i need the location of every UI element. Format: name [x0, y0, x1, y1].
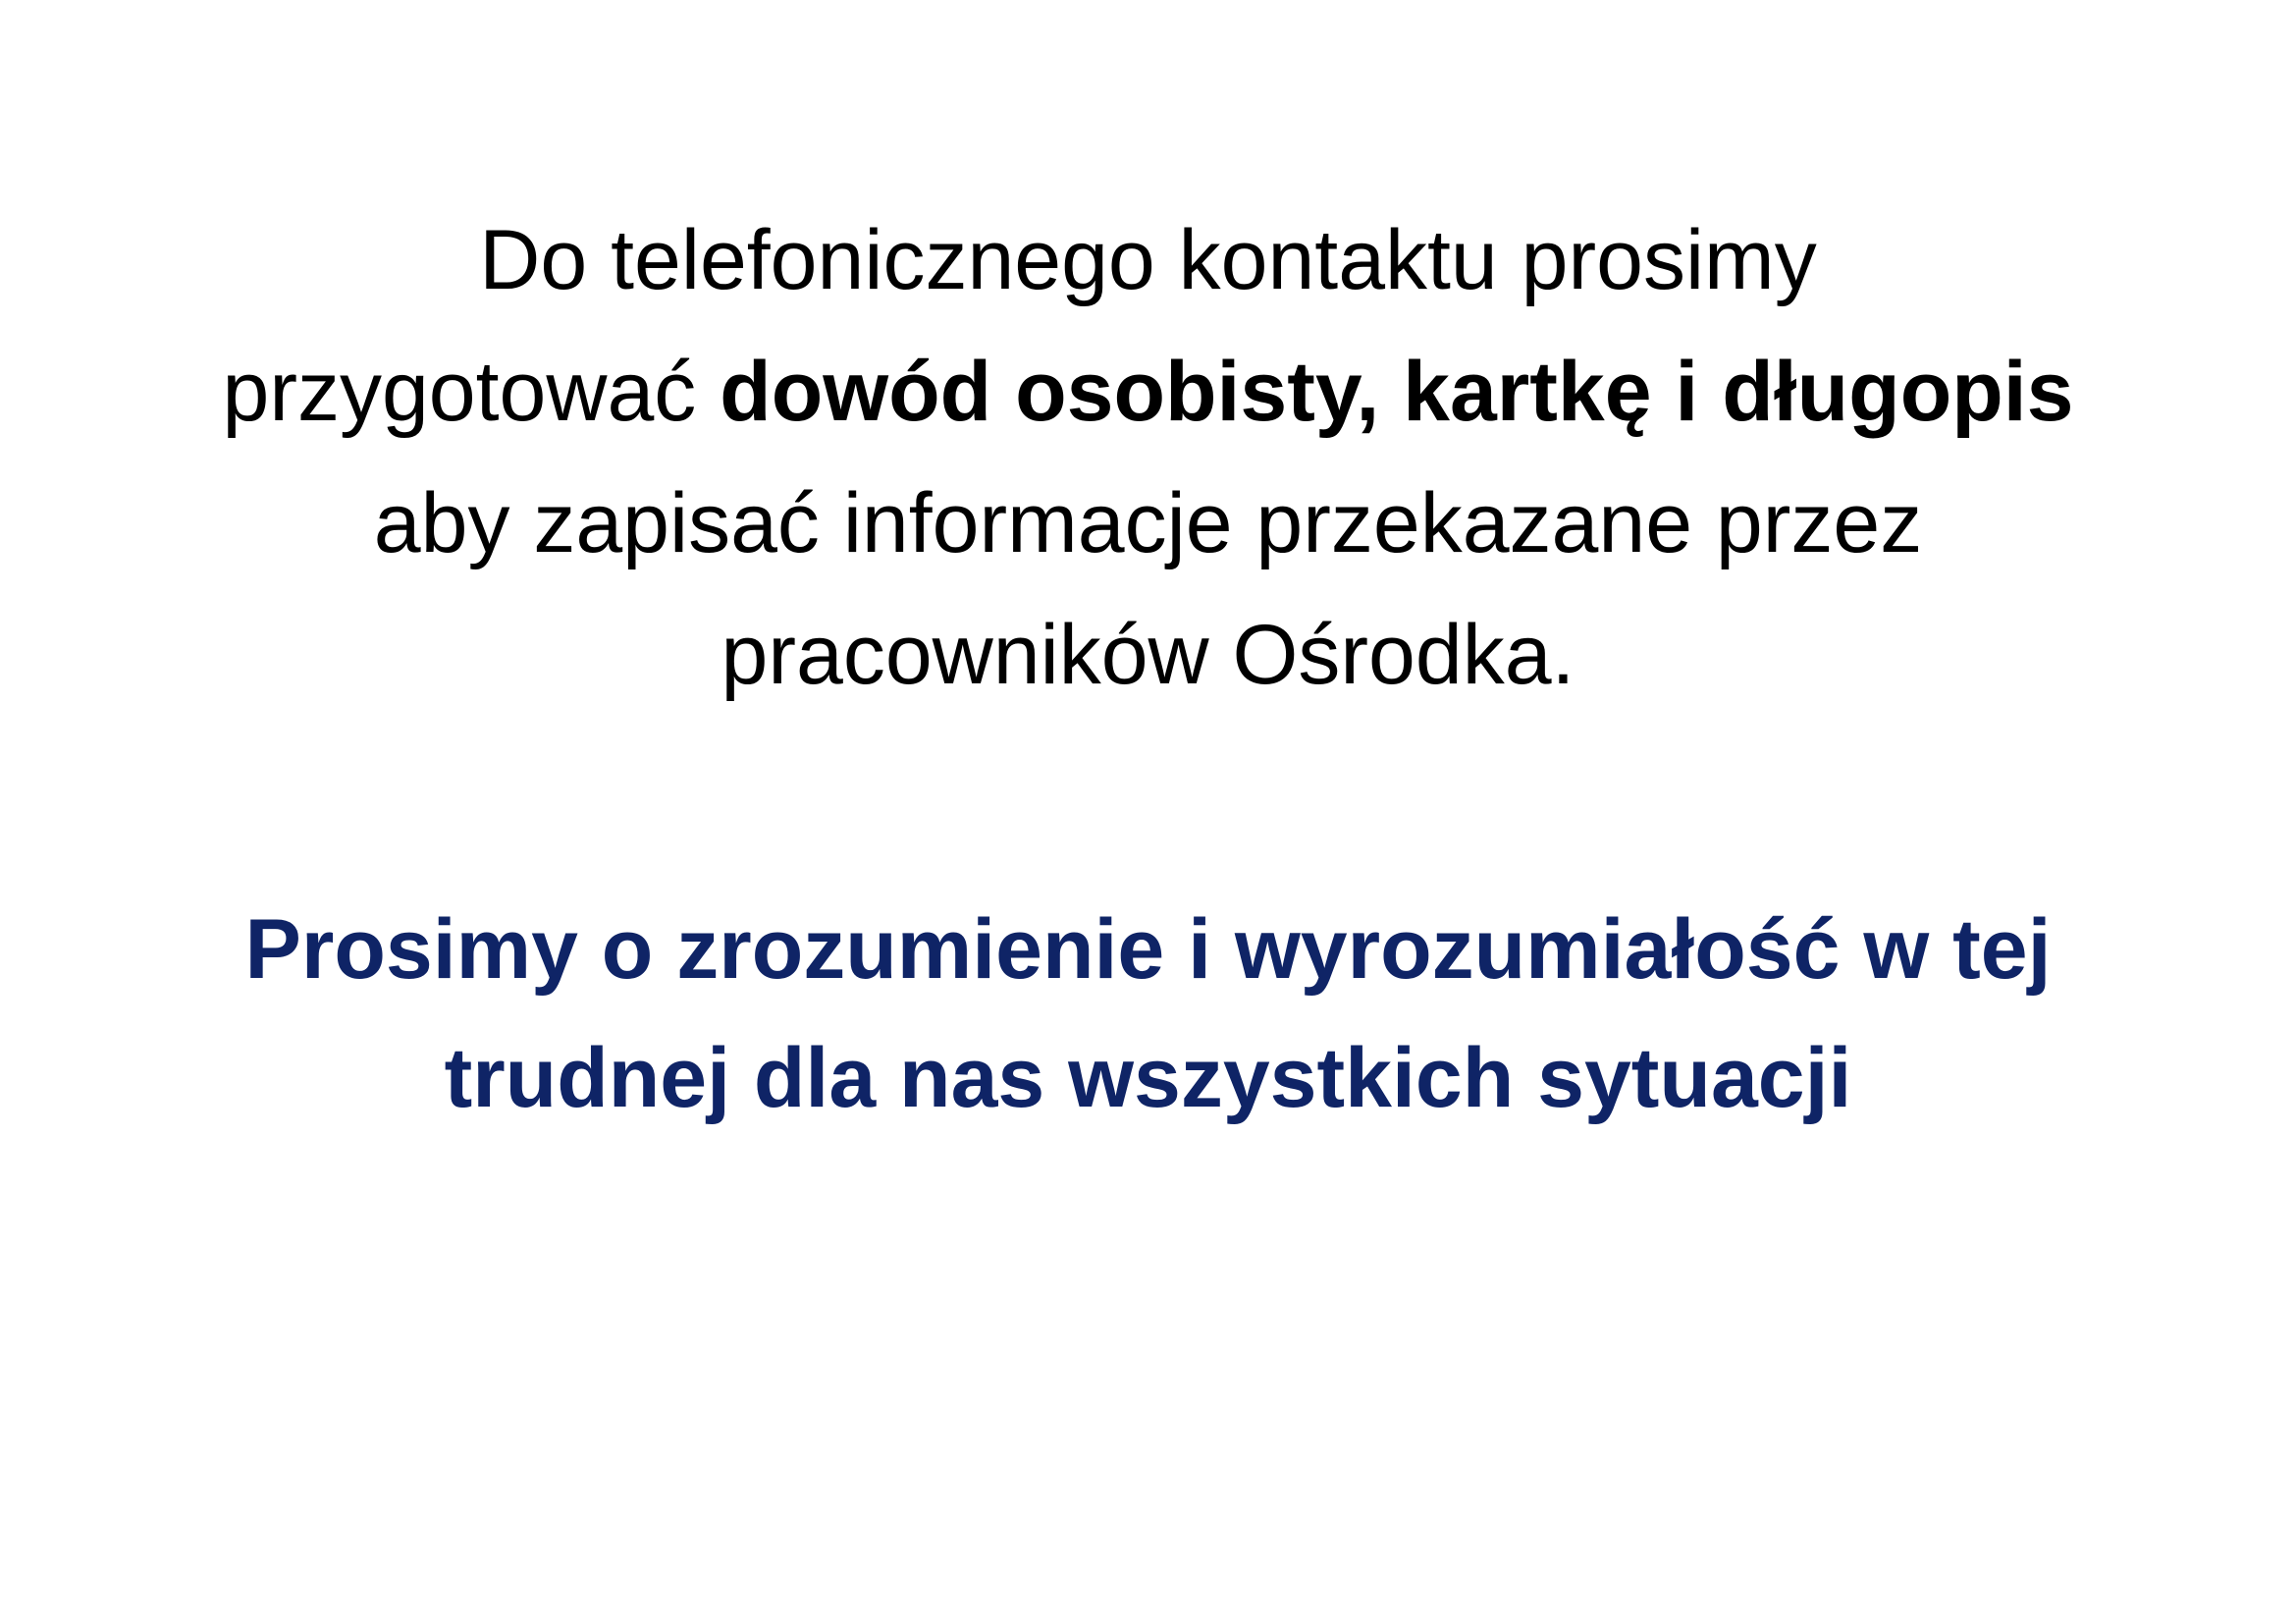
- instructions-line-1: Do telefonicznego kontaktu prosimy: [479, 213, 1817, 307]
- appeal-line-1: Prosimy o zrozumienie i wyrozumiałość w tej: [244, 902, 2052, 997]
- understanding-appeal: [167, 886, 2129, 1143]
- phone-contact-instructions: [167, 194, 2129, 721]
- required-items-emphasis: dowód osobisty, kartkę i długopis: [720, 345, 2074, 439]
- appeal-line-2: trudnej dla nas wszystkich sytuacji: [444, 1031, 1852, 1125]
- instructions-line-4: pracowników Ośrodka.: [721, 608, 1575, 702]
- instructions-line-3: aby zapisać informacje przekazane przez: [373, 476, 1923, 570]
- instructions-line-2-regular: przygotować: [222, 345, 721, 439]
- instructions-line-2: [167, 326, 2129, 458]
